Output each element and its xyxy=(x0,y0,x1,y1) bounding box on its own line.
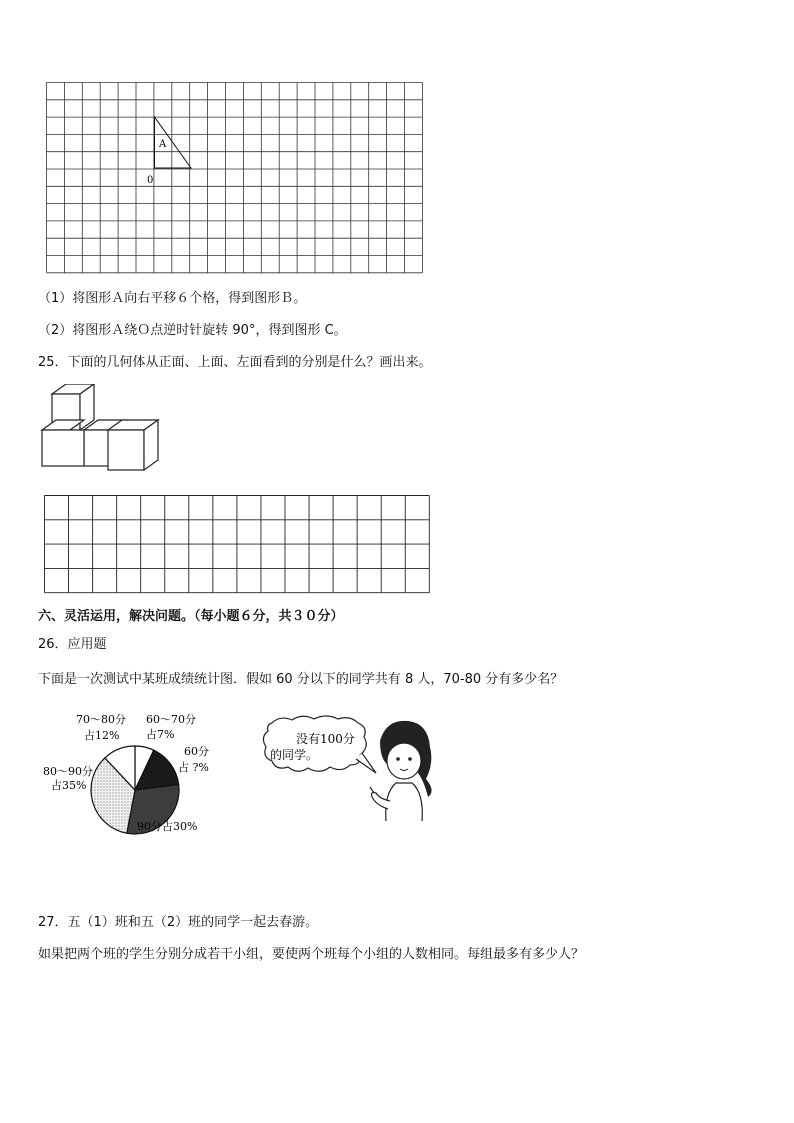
q25-text: 25．下面的几何体从正面、上面、左面看到的分别是什么？画出来。 xyxy=(38,355,432,370)
speech-line1: 没有100分 xyxy=(296,732,355,746)
grid-24-lines xyxy=(47,83,423,273)
girl-illustration xyxy=(258,713,448,825)
q24-part1: （1）将图形Ａ向右平移６个格，得到图形Ｂ。 xyxy=(38,291,307,306)
q27-title: 27．五（1）班和五（2）班的同学一起去春游。 xyxy=(38,915,319,930)
grid-24 xyxy=(46,82,424,275)
q27-text: 如果把两个班的学生分别分成若干小组，要使两个班每个小组的人数相同。每组最多有多少人？ xyxy=(38,947,585,962)
q26-text: 下面是一次测试中某班成绩统计图．假如 60 分以下的同学共有 8 人，70-80 分有多少名？ xyxy=(38,672,564,687)
grid-25-lines xyxy=(45,496,430,593)
label-60-line1: 60分 xyxy=(184,745,209,758)
q26-title: 26．应用题 xyxy=(38,637,107,652)
grid-25 xyxy=(44,495,432,594)
label-90: 90分占30% xyxy=(137,820,198,833)
speech-line2: 的同学。 xyxy=(270,748,319,762)
q24-part2: （2）将图形Ａ绕Ｏ点逆时针旋转 90°，得到图形 C。 xyxy=(38,323,347,338)
label-70-80-line1: 70～80分 xyxy=(76,713,126,726)
cubes-figure xyxy=(38,384,164,476)
label-80-90-line2: 占35% xyxy=(51,779,87,792)
point-o-label: 0 xyxy=(147,175,154,186)
label-60-70-line2: 占7% xyxy=(146,728,175,741)
label-70-80-line2: 占12% xyxy=(84,729,120,742)
figure-a-label: A xyxy=(159,139,167,150)
section-6-heading: 六、灵活运用，解决问题。（每小题６分，共３０分） xyxy=(38,609,344,624)
label-60-line2: 占 ?% xyxy=(178,761,209,774)
pie-chart xyxy=(40,708,240,838)
label-80-90-line1: 80～90分 xyxy=(43,765,93,778)
label-60-70-line1: 60～70分 xyxy=(146,713,196,726)
